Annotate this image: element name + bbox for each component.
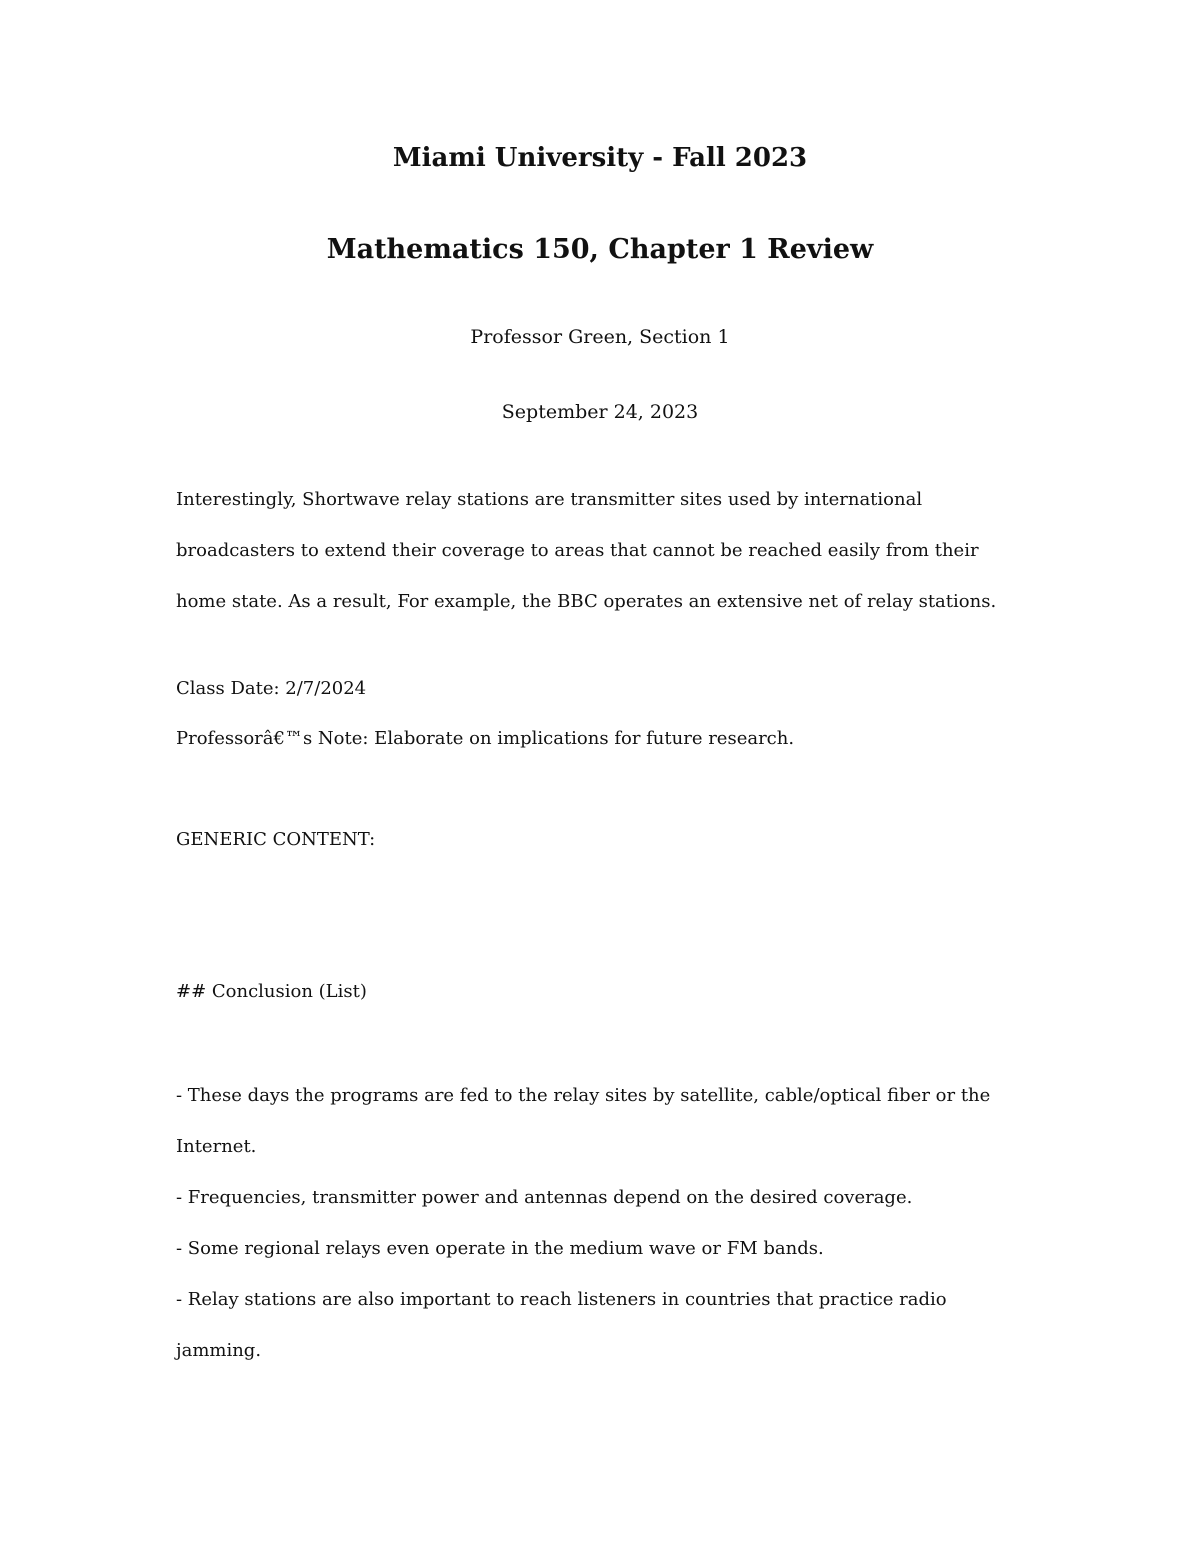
list-item: - Some regional relays even operate in the medium wave or FM bands. <box>176 1238 824 1259</box>
intro-paragraph: Interestingly, Shortwave relay stations are transmitter sites used by international broadcasters to extend their coverage to areas that cannot be reached easily from their home state. As a result, For example, the BBC operates an extensive net of relay stations. <box>176 489 997 612</box>
class-date: Class Date: 2/7/2024 <box>176 678 367 699</box>
professor-note: Professorâ€™s Note: Elaborate on implications for future research. <box>176 728 795 749</box>
generic-content-label: GENERIC CONTENT: <box>176 829 376 850</box>
course-title-heading: Mathematics 150, Chapter 1 Review <box>326 234 874 265</box>
list-item: - These days the programs are fed to the relay sites by satellite, cable/optical fiber or the Internet. <box>176 1085 991 1157</box>
list-item: - Relay stations are also important to reach listeners in countries that practice radio jamming. <box>176 1289 947 1361</box>
list-item: - Frequencies, transmitter power and antennas depend on the desired coverage. <box>176 1187 913 1208</box>
document-date: September 24, 2023 <box>501 401 699 423</box>
conclusion-list <box>176 1070 1006 1376</box>
university-term-heading: Miami University - Fall 2023 <box>392 143 808 173</box>
conclusion-heading: ## Conclusion (List) <box>176 981 367 1002</box>
professor-section: Professor Green, Section 1 <box>470 326 730 348</box>
